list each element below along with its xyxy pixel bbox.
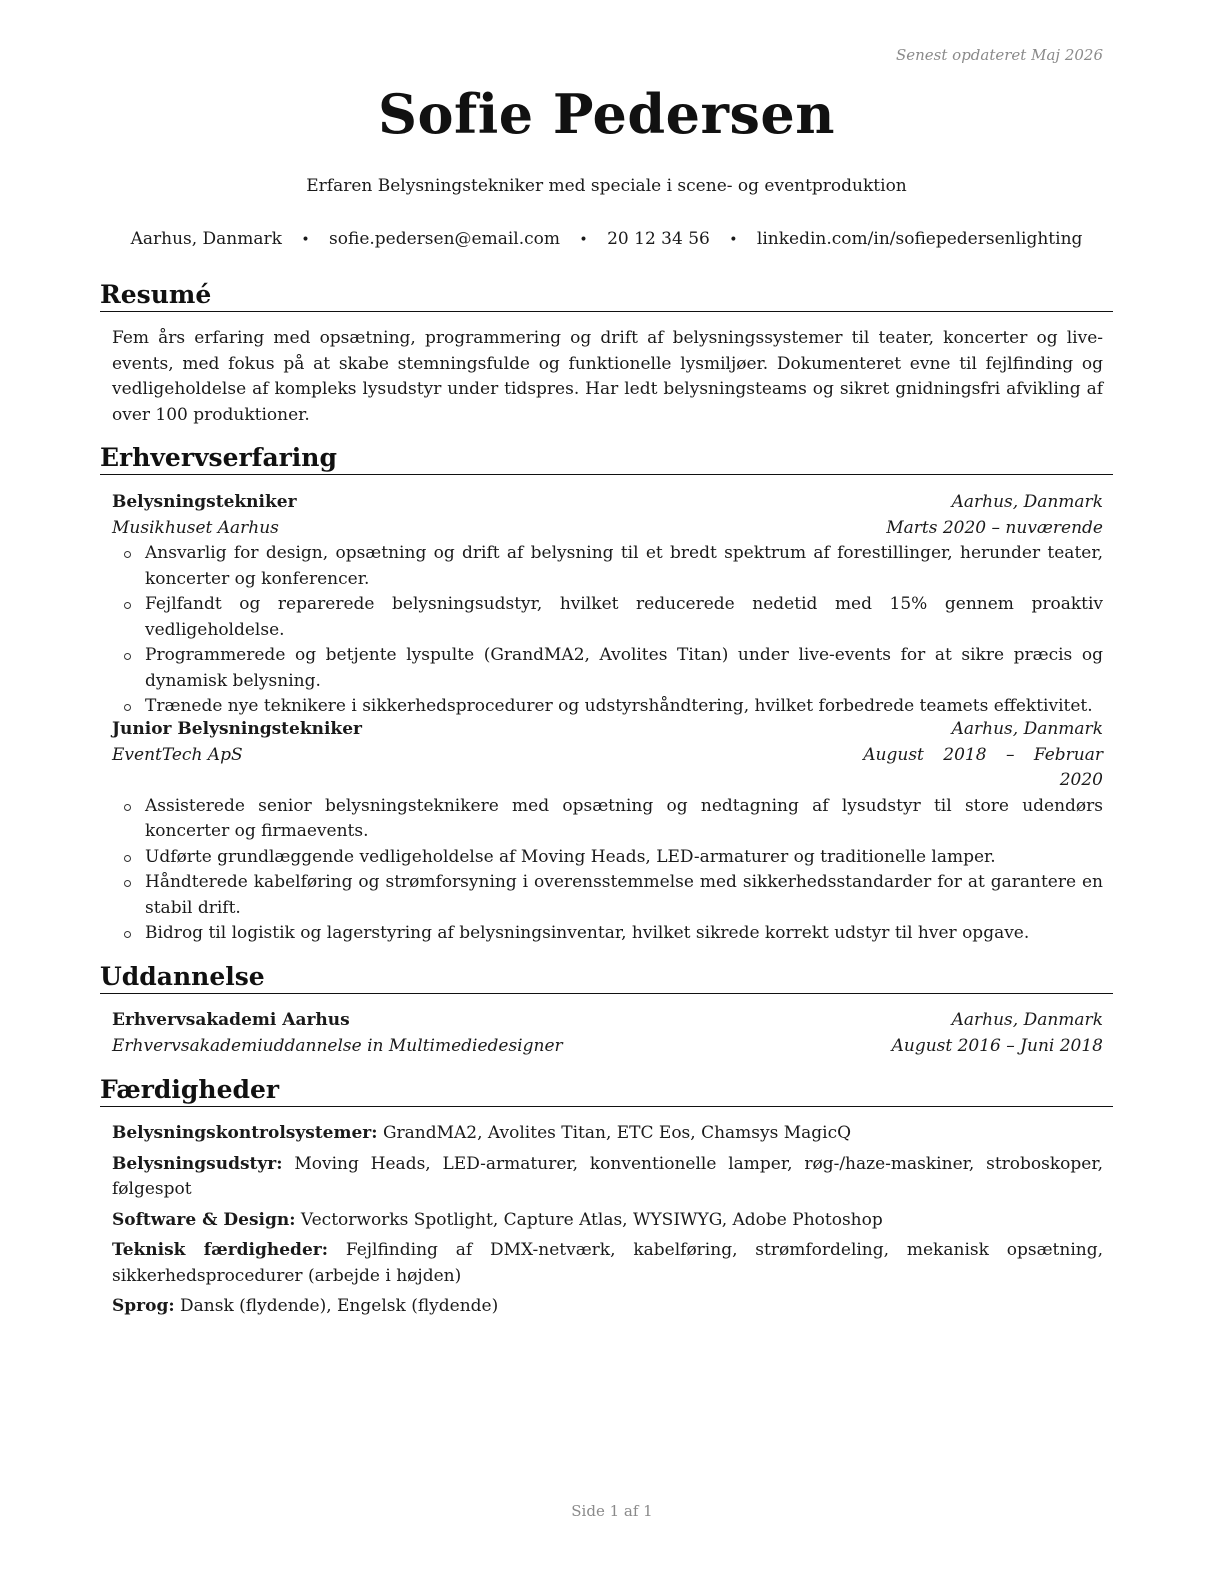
candidate-name: Sofie Pedersen <box>377 82 835 146</box>
skill-label: Sprog: <box>112 1296 175 1316</box>
education-location: Aarhus, Danmark <box>951 1010 1103 1030</box>
skill-row <box>112 1152 1103 1203</box>
circle-bullet-icon <box>124 804 131 811</box>
contact-line <box>100 229 1113 249</box>
education-entry <box>112 1008 1103 1059</box>
job-dates-continued: 2020 <box>1059 770 1103 790</box>
bullet-text: Håndterede kabelføring og strømforsyning i overensstemmelse med sikkerhedsstandarder for at garantere en stabil drift. <box>145 872 1103 918</box>
job-role: Junior Belysningstekniker <box>112 719 362 739</box>
circle-bullet-icon <box>124 653 131 660</box>
section-title-summary: Resumé <box>100 280 1113 312</box>
job-company: EventTech ApS <box>112 744 243 765</box>
last-updated: Senest opdateret Maj 2026 <box>895 46 1103 64</box>
job-entry <box>112 490 1103 720</box>
list-item <box>112 541 1103 592</box>
bullet-text: Bidrog til logistik og lagerstyring af belysningsinventar, hvilket sikrede korrekt udstyr til hver opgave. <box>145 923 1030 943</box>
contact-email[interactable]: sofie.pedersen@email.com <box>329 229 561 249</box>
resume-page <box>100 0 1113 1584</box>
circle-bullet-icon <box>124 602 131 609</box>
list-item <box>112 694 1103 720</box>
page-number: Side 1 af 1 <box>571 1502 653 1520</box>
bullet-text: Assisterede senior belysningsteknikere med opsætning og nedtagning af lysudstyr til store udendørs koncerter og firmaevents. <box>145 795 1103 841</box>
job-dates: Marts 2020 – nuværende <box>886 517 1103 538</box>
bullet-text: Trænede nye teknikere i sikkerhedsprocedurer og udstyrshåndtering, hvilket forbedrede teamets effektivitet. <box>145 696 1093 716</box>
education-school: Erhvervsakademi Aarhus <box>112 1010 350 1030</box>
contact-linkedin[interactable]: linkedin.com/in/sofiepedersenlighting <box>756 229 1083 249</box>
skill-label: Software & Design: <box>112 1209 296 1230</box>
skill-value: Moving Heads, LED-armaturer, konventionelle lamper, røg-/haze-maskiner, stroboskoper, følgespot <box>112 1153 1104 1199</box>
skills-list <box>112 1121 1103 1325</box>
job-location: Aarhus, Danmark <box>951 719 1103 739</box>
skill-row <box>112 1208 1103 1234</box>
separator-bullet: • <box>729 232 738 248</box>
bullet-text: Fejlfandt og reparerede belysningsudstyr, hvilket reducerede nedetid med 15% gennem proaktiv vedligeholdelse. <box>145 594 1103 640</box>
skill-label: Belysningskontrolsystemer: <box>112 1123 378 1143</box>
skill-value: GrandMA2, Avolites Titan, ETC Eos, Chamsys MagicQ <box>382 1123 852 1143</box>
list-item <box>112 845 1103 871</box>
job-entry <box>112 717 1103 947</box>
list-item <box>112 921 1103 947</box>
section-title-education: Uddannelse <box>100 962 1113 994</box>
separator-bullet: • <box>301 232 310 248</box>
education-degree: Erhvervsakademiuddannelse in Multimediedesigner <box>112 1035 563 1056</box>
tagline: Erfaren Belysningstekniker med speciale i scene- og eventproduktion <box>306 176 907 196</box>
bullet-text: Programmerede og betjente lyspulte (GrandMA2, Avolites Titan) under live-events for at sikre præcis og dynamisk belysning. <box>145 645 1103 691</box>
contact-phone: 20 12 34 56 <box>607 229 710 249</box>
section-title-experience: Erhvervserfaring <box>100 443 1113 475</box>
job-bullets <box>112 794 1103 947</box>
skill-row <box>112 1238 1103 1289</box>
job-role: Belysningstekniker <box>112 492 297 512</box>
list-item <box>112 794 1103 845</box>
job-company: Musikhuset Aarhus <box>112 517 279 538</box>
job-dates: August 2018 – Februar <box>863 744 1103 765</box>
circle-bullet-icon <box>124 704 131 711</box>
section-title-skills: Færdigheder <box>100 1075 1113 1107</box>
circle-bullet-icon <box>124 880 131 887</box>
list-item <box>112 592 1103 643</box>
separator-bullet: • <box>579 232 588 248</box>
skill-label: Teknisk færdigheder: <box>112 1240 328 1260</box>
job-location: Aarhus, Danmark <box>951 492 1103 512</box>
job-bullets <box>112 541 1103 720</box>
bullet-text: Udførte grundlæggende vedligeholdelse af Moving Heads, LED-armaturer og traditionelle lamper. <box>145 846 996 867</box>
circle-bullet-icon <box>124 855 131 862</box>
skill-row <box>112 1121 1103 1147</box>
circle-bullet-icon <box>124 551 131 558</box>
skill-row <box>112 1294 1103 1320</box>
contact-location: Aarhus, Danmark <box>130 229 282 249</box>
education-dates: August 2016 – Juni 2018 <box>891 1035 1103 1056</box>
list-item <box>112 870 1103 921</box>
skill-label: Belysningsudstyr: <box>112 1153 283 1174</box>
skill-value: Vectorworks Spotlight, Capture Atlas, WYSIWYG, Adobe Photoshop <box>300 1209 883 1230</box>
summary-text: Fem års erfaring med opsætning, programmering og drift af belysningssystemer til teater, koncerter og live-events, med fokus på at skabe stemningsfulde og funktionelle lysmiljøer. Dokumenteret evne til fejlfinding og vedligeholdelse af kompleks lysudstyr under tidspres. Har ledt belysningsteams og sikret gnidningsfri afvikling af over 100 produktioner. <box>112 328 1103 425</box>
list-item <box>112 643 1103 694</box>
circle-bullet-icon <box>124 931 131 938</box>
skill-value: Fejlfinding af DMX-netværk, kabelføring, strømfordeling, mekanisk opsætning, sikkerhedsprocedurer (arbejde i højden) <box>112 1240 1103 1286</box>
skill-value: Dansk (flydende), Engelsk (flydende) <box>180 1296 499 1316</box>
bullet-text: Ansvarlig for design, opsætning og drift af belysning til et bredt spektrum af forestillinger, herunder teater, koncerter og konferencer. <box>145 543 1103 589</box>
